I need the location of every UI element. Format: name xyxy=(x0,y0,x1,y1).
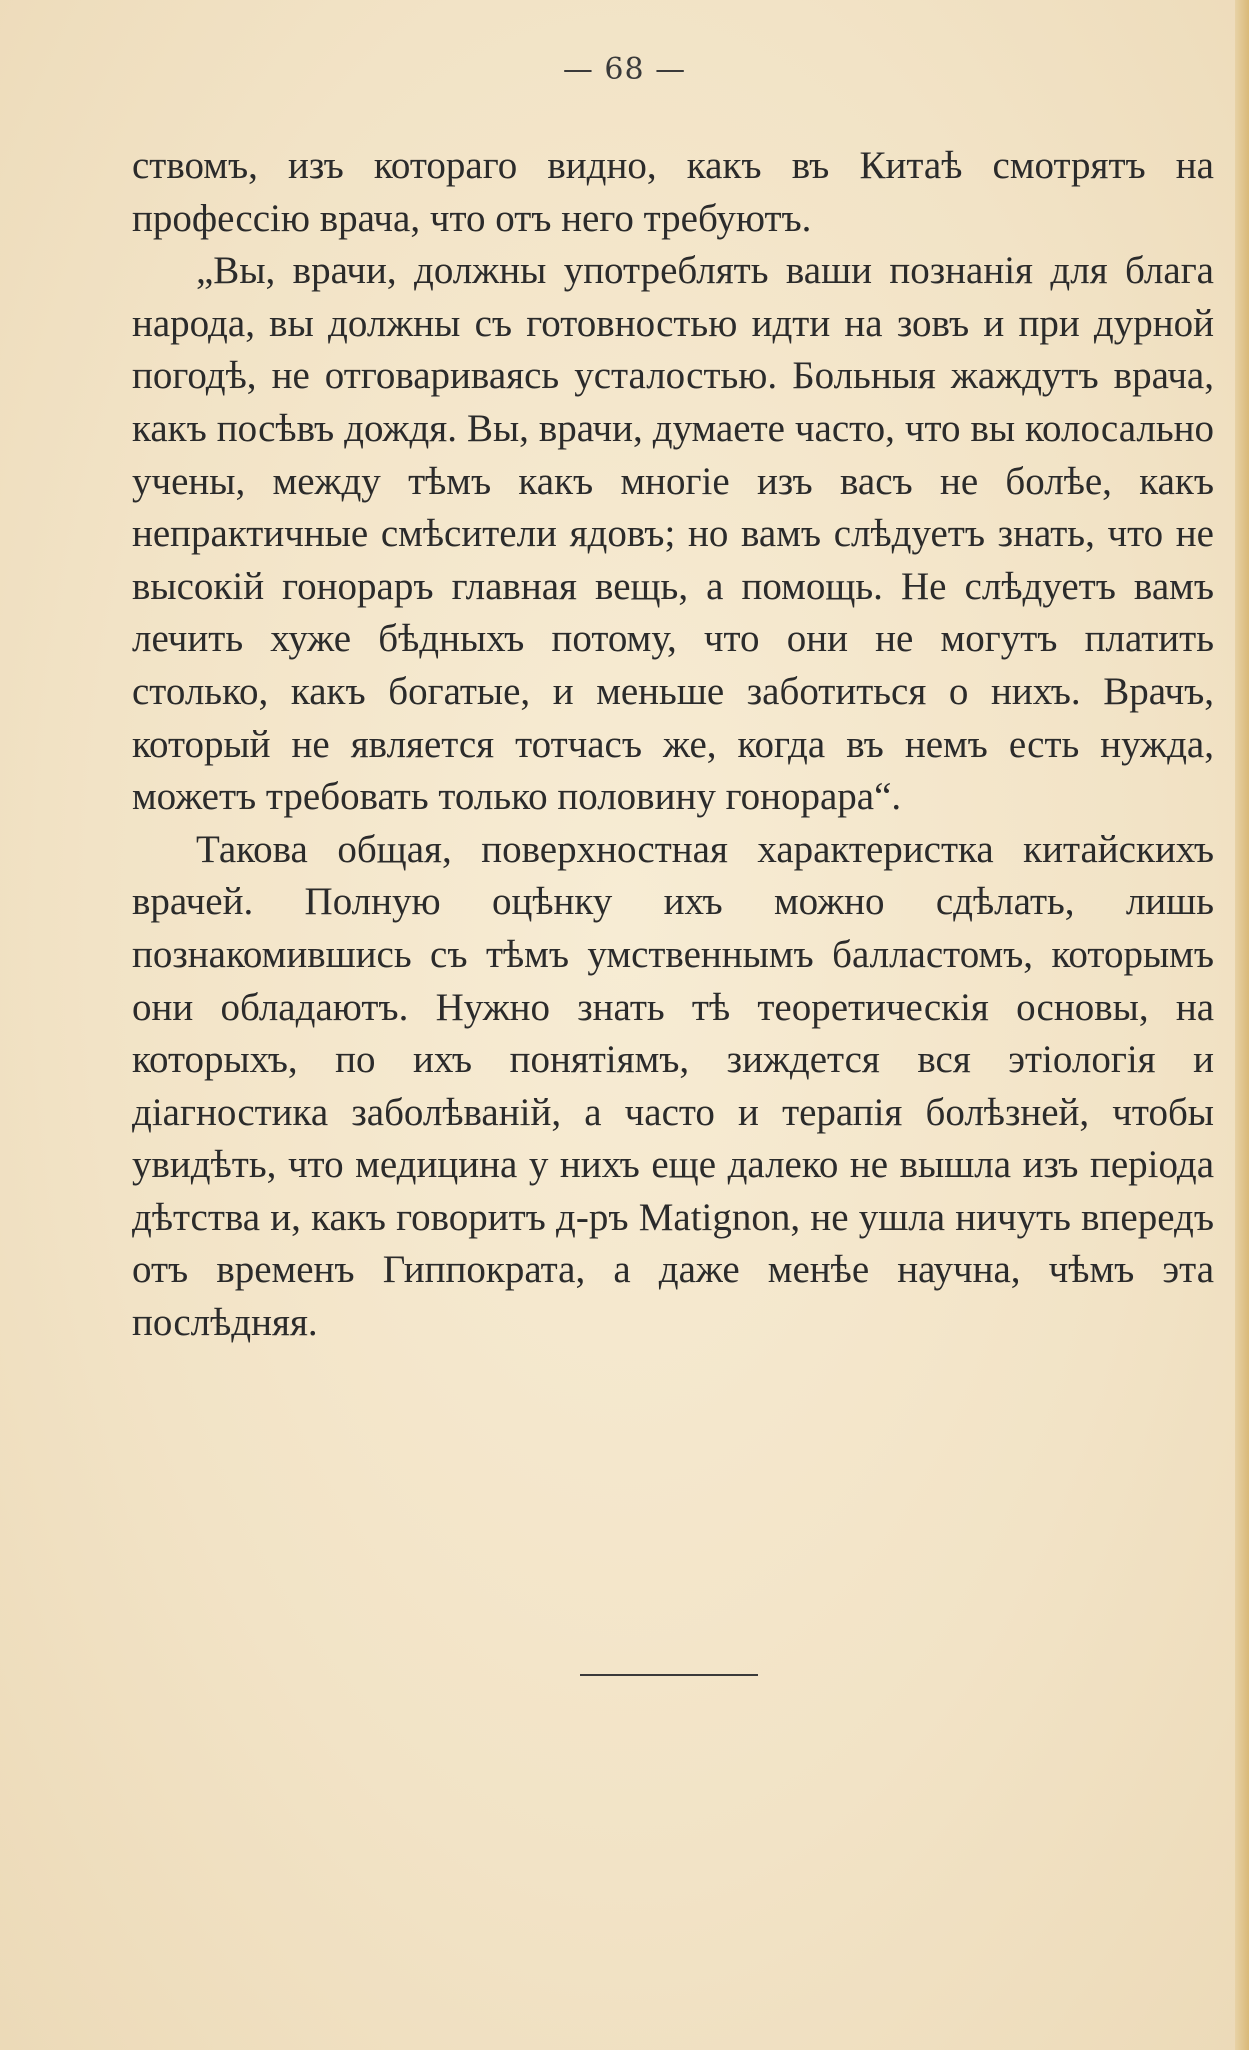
page-number: — 68 — xyxy=(562,52,687,87)
body-text xyxy=(132,140,1214,1350)
paragraph-quote: „Вы, врачи, должны употреблять ваши познанія для блага народа, вы должны съ готовностью идти на зовъ и при дурной погодѣ, не отговариваясь усталостью. Больныя жаждутъ врача, какъ посѣвъ дождя. Вы, врачи, думаете часто, что вы колосально учены, между тѣмъ какъ многіе изъ васъ не болѣе, какъ непрактичные смѣсители ядовъ; но вамъ слѣдуетъ знать, что не высокій гонораръ главная вещь, а помощь. Не слѣдуетъ вамъ лечить хуже бѣдныхъ потому, что они не могутъ платить столько, какъ богатые, и меньше заботиться о нихъ. Врачъ, который не является тотчасъ же, когда въ немъ есть нужда, можетъ требовать только половину гонорара“. xyxy=(132,249,1214,819)
page-edge xyxy=(1235,0,1249,2050)
section-divider xyxy=(580,1674,758,1676)
paragraph-characteristic: Такова общая, поверхностная характеристка китайскихъ врачей. Полную оцѣнку ихъ можно сдѣлать, лишь познакомившись съ тѣмъ умственнымъ балластомъ, которымъ они обладаютъ. Нужно знать тѣ теоретическія основы, на которыхъ, по ихъ понятіямъ, зиждется вся этіологія и діагностика заболѣваній, а часто и терапія болѣзней, чтобы увидѣть, что медицина у нихъ еще далеко не вышла изъ періода дѣтства и, какъ говоритъ д-ръ Matignon, не ушла ничуть впередъ отъ временъ Гиппократа, а даже менѣе научна, чѣмъ эта послѣдняя. xyxy=(132,827,1214,1345)
paragraph-continuation: ствомъ, изъ котораго видно, какъ въ Китаѣ смотрятъ на профессію врача, что отъ него требуютъ. xyxy=(132,144,1214,240)
